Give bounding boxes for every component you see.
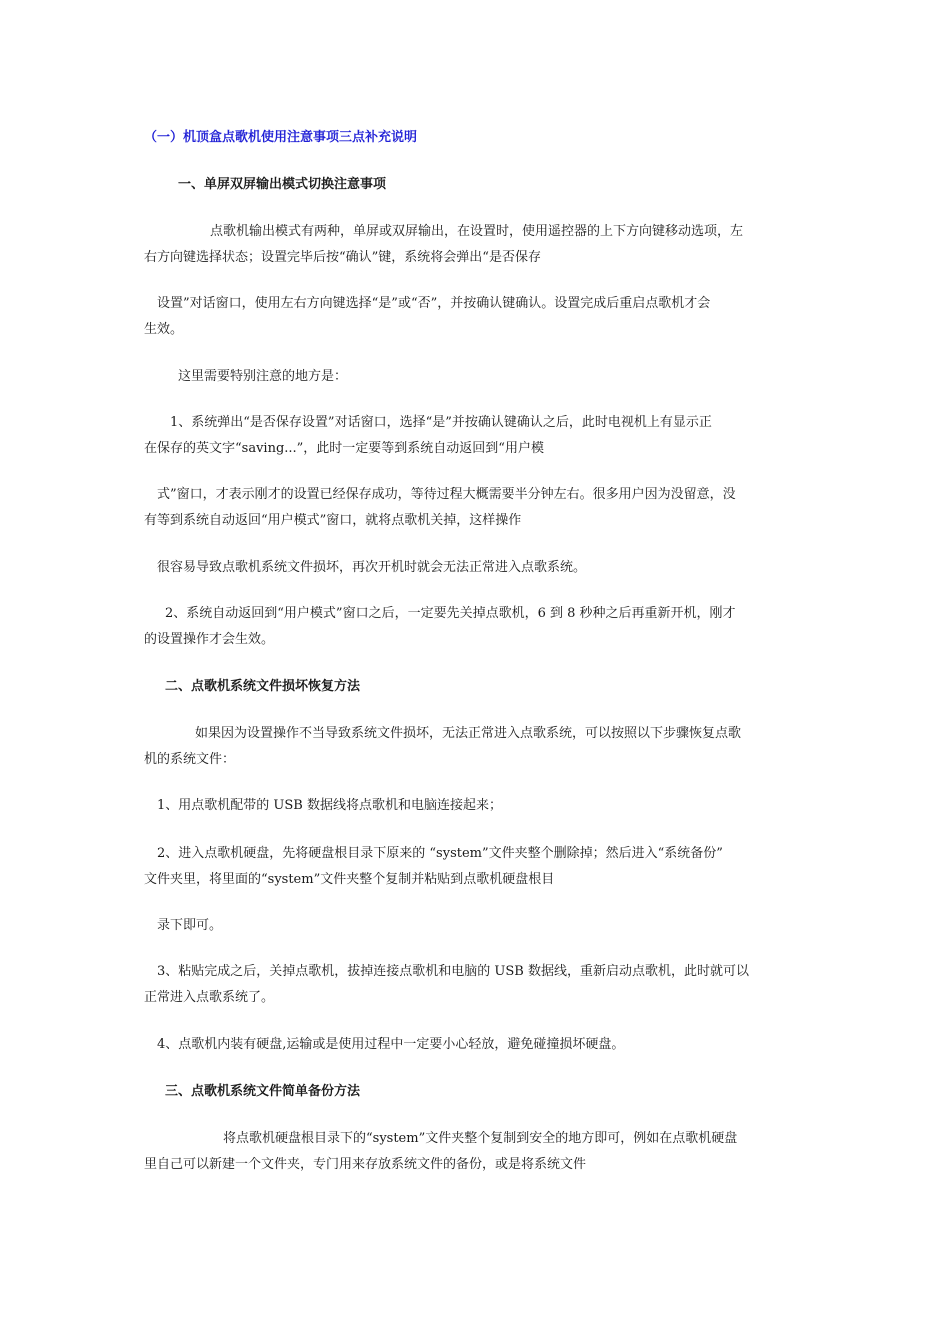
list-item: 录下即可。 [157, 918, 223, 933]
list-item: 4、点歌机内装有硬盘,运输或是使用过程中一定要小心轻放，避免碰撞损坏硬盘。 [157, 1037, 625, 1052]
list-item: 文件夹里，将里面的“system”文件夹整个复制并粘贴到点歌机硬盘根目 [144, 872, 555, 887]
paragraph-line: 1、系统弹出“是否保存设置”对话窗口，选择“是”并按确认键确认之后，此时电视机上有显示正 [170, 415, 712, 430]
paragraph-line: 在保存的英文字“saving...”，此时一定要等到系统自动返回到“用户模 [144, 441, 544, 456]
list-item: 2、进入点歌机硬盘，先将硬盘根目录下原来的 “system”文件夹整个删除掉；然后进入“系统备份” [157, 846, 723, 861]
section-heading-3: 三、点歌机系统文件简单备份方法 [165, 1084, 361, 1099]
paragraph-line: 将点歌机硬盘根目录下的“system”文件夹整个复制到安全的地方即可，例如在点歌机硬盘 [223, 1131, 738, 1146]
paragraph-line: 有等到系统自动返回“用户模式”窗口，就将点歌机关掉，这样操作 [144, 513, 522, 528]
section-heading-2: 二、点歌机系统文件损坏恢复方法 [165, 679, 361, 694]
paragraph-line: 右方向键选择状态；设置完毕后按“确认”键，系统将会弹出“是否保存 [144, 250, 541, 265]
paragraph-line: 式”窗口，才表示刚才的设置已经保存成功，等待过程大概需要半分钟左右。很多用户因为没留意，没 [157, 487, 736, 502]
paragraph-line: 如果因为设置操作不当导致系统文件损坏，无法正常进入点歌系统，可以按照以下步骤恢复点歌 [195, 726, 742, 741]
list-item: 正常进入点歌系统了。 [144, 990, 275, 1005]
list-item: 1、用点歌机配带的 USB 数据线将点歌机和电脑连接起来； [157, 798, 502, 813]
paragraph-line: 里自己可以新建一个文件夹，专门用来存放系统文件的备份，或是将系统文件 [144, 1157, 587, 1172]
section-heading-1: 一、单屏双屏输出模式切换注意事项 [178, 177, 387, 192]
paragraph-line: 的设置操作才会生效。 [144, 632, 275, 647]
paragraph-line: 生效。 [144, 322, 184, 337]
paragraph-line: 机的系统文件： [144, 752, 236, 767]
paragraph-line: 2、系统自动返回到“用户模式”窗口之后，一定要先关掉点歌机，6 到 8 秒种之后再重新开机，刚才 [165, 606, 736, 621]
document-title: （一）机顶盒点歌机使用注意事项三点补充说明 [144, 130, 418, 145]
paragraph-line: 设置”对话窗口，使用左右方向键选择“是”或“否”，并按确认键确认。设置完成后重启点歌机才会 [157, 296, 711, 311]
paragraph-line: 很容易导致点歌机系统文件损坏，再次开机时就会无法正常进入点歌系统。 [157, 560, 587, 575]
paragraph-line: 这里需要特别注意的地方是： [178, 369, 348, 384]
paragraph-line: 点歌机输出模式有两种，单屏或双屏输出，在设置时，使用遥控器的上下方向键移动选项，左 [210, 224, 744, 239]
list-item: 3、粘贴完成之后，关掉点歌机，拔掉连接点歌机和电脑的 USB 数据线，重新启动点歌机，此时就可以 [157, 964, 749, 979]
